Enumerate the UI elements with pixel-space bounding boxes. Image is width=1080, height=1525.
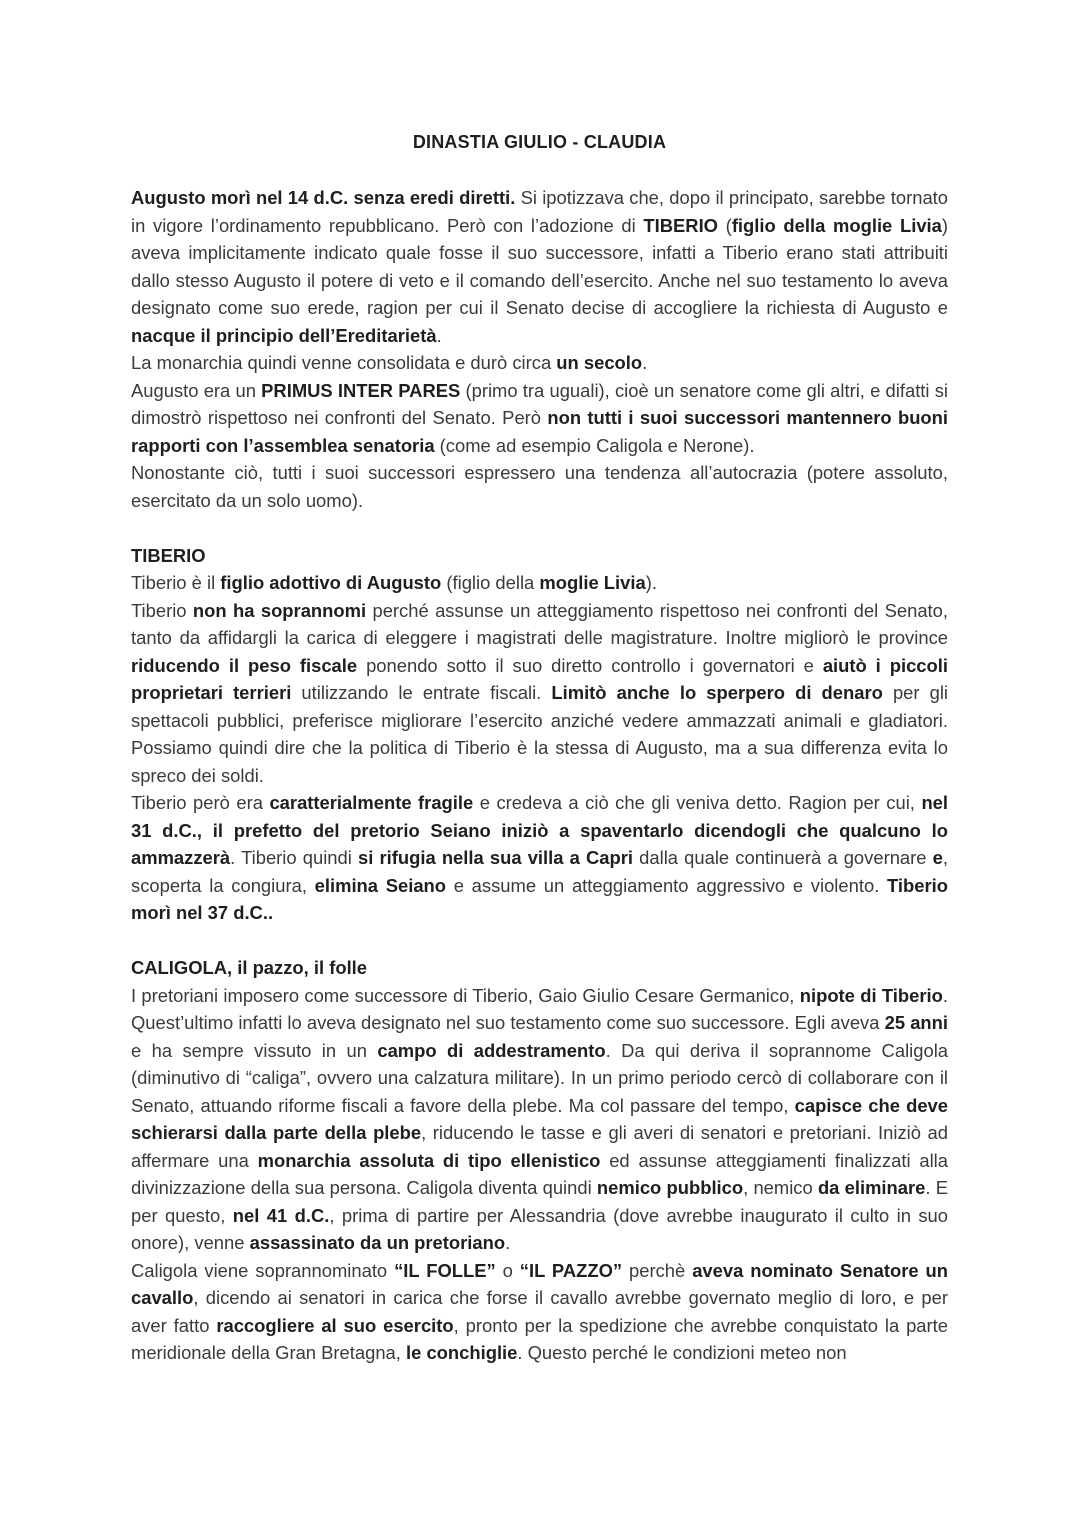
bold-run: elimina Seiano [314, 874, 447, 896]
bold-run: nipote di Tiberio [799, 984, 943, 1006]
bold-run: nel 31 d.C., il prefetto del pretorio Seiano iniziò a spaventarlo dicendogli che qualcuno lo ammazzerà [131, 792, 949, 868]
bold-run: figlio adottivo di Augusto [220, 572, 442, 593]
intro-paragraph: Nonostante ciò, tutti i suoi successori espressero una tendenza all’autocrazia (potere assoluto, esercitato da un solo uomo). [131, 462, 948, 511]
bold-run: riducendo il peso fiscale [131, 654, 358, 676]
intro-paragraph: Augusto morì nel 14 d.C. senza eredi diretti. Si ipotizzava che, dopo il principato, sarebbe tornato in vigore l’ordinamento repubblicano. Però con l’adozione di TIBERIO (figlio della moglie Livia) aveva implicitamente indicato quale fosse il suo successore, infatti a Tiberio erano stati attribuiti dallo stesso Augusto il potere di veto e il comando dell’esercito. Anche nel suo testamento lo aveva designato come suo erede, ragion per cui il Senato decise di accogliere la richiesta di Augusto e nacque il principio dell’Ereditarietà. [131, 187, 949, 346]
bold-run: Tiberio morì nel 37 d.C.. [131, 874, 948, 923]
caligola-section [131, 954, 948, 1367]
bold-run: moglie Livia [539, 572, 646, 593]
bold-run: nel 41 d.C. [232, 1204, 330, 1226]
document-title: DINASTIA GIULIO - CLAUDIA [412, 132, 667, 152]
bold-run: capisce che deve schierarsi dalla parte della plebe [131, 1094, 949, 1143]
bold-run: non ha soprannomi [192, 599, 367, 621]
intro-paragraph: La monarchia quindi venne consolidata e durò circa un secolo. [131, 352, 648, 373]
intro-paragraph: Augusto era un PRIMUS INTER PARES (primo tra uguali), cioè un senatore come gli altri, e difatti si dimostrò rispettoso nei confronti del Senato. Però non tutti i suoi successori mantennero buoni rapporti con l’assemblea senatoria (come ad esempio Caligola e Nerone). [131, 379, 949, 456]
tiberio-paragraph: Tiberio però era caratterialmente fragile e credeva a ciò che gli veniva detto. Ragion per cui, nel 31 d.C., il prefetto del pretorio Seiano iniziò a spaventarlo dicendogli che qualcuno lo ammazzerà. Tiberio quindi si rifugia nella sua villa a Capri dalla quale continuerà a governare e, scoperta la congiura, elimina Seiano e assume un atteggiamento aggressivo e violento. Tiberio morì nel 37 d.C.. [131, 792, 949, 923]
bold-run: raccogliere al suo esercito [216, 1314, 454, 1336]
bold-run: “IL FOLLE” [394, 1259, 496, 1281]
bold-run: TIBERIO [643, 214, 718, 236]
tiberio-paragraph: Tiberio non ha soprannomi perché assunse un atteggiamento rispettoso nei confronti del Senato, tanto da affidargli la carica di eleggere i magistrati delle magistrature. Inoltre migliorò le province riducendo il peso fiscale ponendo sotto il suo diretto controllo i governatori e aiutò i piccoli proprietari terrieri utilizzando le entrate fiscali. Limitò anche lo sperpero di denaro per gli spettacoli pubblici, preferisce migliorare l’esercito anziché vedere ammazzati animali e gladiatori. Possiamo quindi dire che la politica di Tiberio è la stessa di Augusto, ma a sua differenza evita lo spreco dei soldi. [131, 599, 949, 786]
caligola-paragraph: Caligola viene soprannominato “IL FOLLE” o “IL PAZZO” perchè aveva nominato Senatore un cavallo, dicendo ai senatori in carica che forse il cavallo avrebbe governato meglio di loro, e per aver fatto raccogliere al suo esercito, pronto per la spedizione che avrebbe conquistato la parte meridionale della Gran Bretagna, le conchiglie. Questo perché le condizioni meteo non [131, 1259, 949, 1363]
bold-run: un secolo [556, 352, 643, 373]
bold-run: aveva nominato Senatore un cavallo [131, 1259, 949, 1308]
bold-run: campo di addestramento [377, 1039, 606, 1061]
tiberio-section [131, 542, 948, 927]
bold-run: PRIMUS INTER PARES [261, 379, 461, 401]
bold-run: le conchiglie [406, 1342, 518, 1363]
bold-run: figlio della moglie Livia [731, 214, 942, 236]
caligola-paragraph: I pretoriani imposero come successore di Tiberio, Gaio Giulio Cesare Germanico, nipote di Tiberio. Quest’ultimo infatti lo aveva designato nel suo testamento come suo successore. Egli aveva 25 anni e ha sempre vissuto in un campo di addestramento. Da qui deriva il soprannome Caligola (diminutivo di “caliga”, ovvero una calzatura militare). In un primo periodo cercò di collaborare con il Senato, attuando riforme fiscali a favore della plebe. Ma col passare del tempo, capisce che deve schierarsi dalla parte della plebe, riducendo le tasse e gli averi di senatori e pretoriani. Iniziò ad affermare una monarchia assoluta di tipo ellenistico ed assunse atteggiamenti finalizzati alla divinizzazione della sua persona. Caligola diventa quindi nemico pubblico, nemico da eliminare. E per questo, nel 41 d.C., prima di partire per Alessandria (dove avrebbe inaugurato il culto in suo onore), venne assassinato da un pretoriano. [131, 984, 949, 1253]
bold-run: nemico pubblico [596, 1177, 744, 1198]
section-heading-tiberio: TIBERIO [131, 544, 206, 566]
bold-run: da eliminare [817, 1177, 926, 1198]
intro-section [131, 184, 948, 514]
bold-run: assassinato da un pretoriano [249, 1232, 506, 1253]
bold-run: “IL PAZZO” [519, 1259, 623, 1281]
bold-run: aiutò i piccoli proprietari terrieri [131, 654, 948, 703]
document-page [131, 128, 948, 1367]
bold-run: monarchia assoluta di tipo ellenistico [257, 1149, 601, 1171]
bold-run: Augusto morì nel 14 d.C. senza eredi diretti. [131, 187, 516, 208]
bold-run: non tutti i suoi successori mantennero buoni rapporti con l’assemblea senatoria [131, 407, 949, 456]
section-spacer [131, 514, 948, 542]
bold-run: Limitò anche lo sperpero di denaro [551, 682, 883, 703]
section-spacer [131, 927, 948, 955]
tiberio-paragraph: Tiberio è il figlio adottivo di Augusto (figlio della moglie Livia). [131, 572, 657, 593]
bold-run: nacque il principio dell’Ereditarietà [131, 324, 437, 346]
section-heading-caligola: CALIGOLA, il pazzo, il folle [131, 957, 368, 978]
bold-run: 25 anni [884, 1012, 948, 1033]
bold-run: e [932, 847, 943, 868]
bold-run: si rifugia nella sua villa a Capri [358, 847, 634, 868]
bold-run: caratterialmente fragile [269, 792, 474, 813]
